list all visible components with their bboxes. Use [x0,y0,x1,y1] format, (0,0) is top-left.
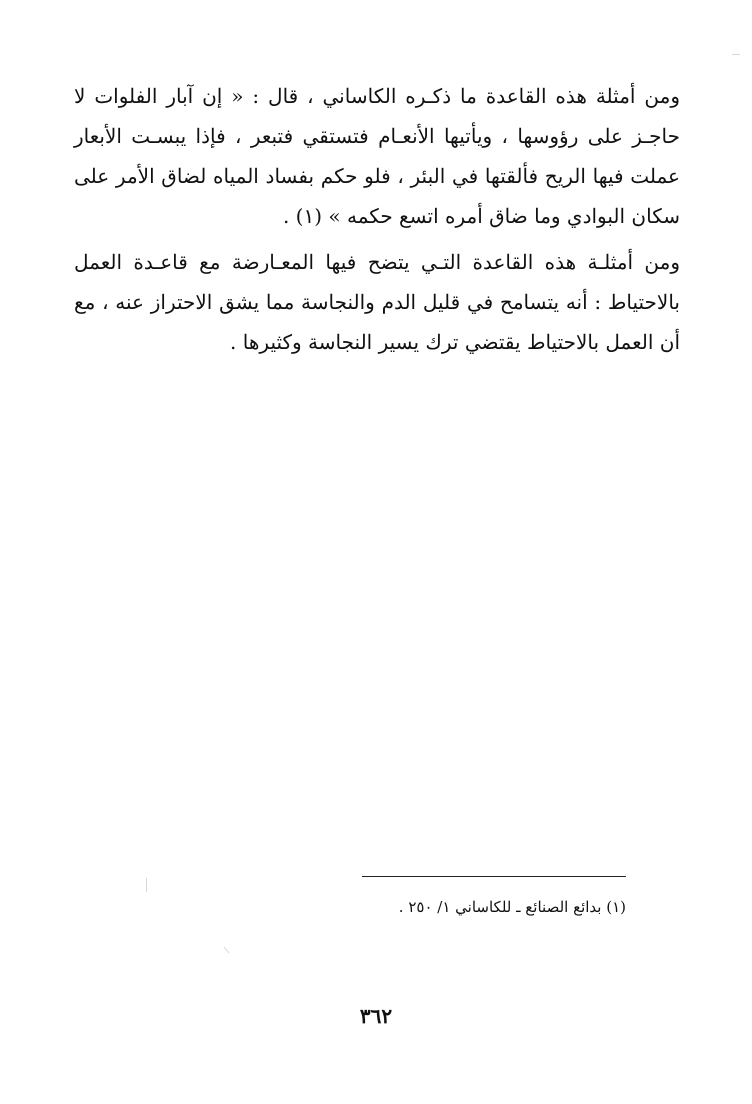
paragraph-2-line-1: ومن أمثلـة هذه القاعدة التـي يتضح فيها المعـارضة مع قاعـدة العمل [74,250,680,274]
page-number: ٣٦٢ [359,1004,393,1028]
footnote-divider [362,876,626,877]
footnote: (١) بدائع الصنائع ـ للكاساني ١/ ٢٥٠ . [398,898,626,916]
paragraph-1-line-3: عملت فيها الريح فألقتها في البئر ، فلو حكم بفساد المياه لضاق الأمر على [74,164,680,188]
paragraph-1 [74,76,680,236]
paragraph-1-line-4: سكان البوادي وما ضاق أمره اتسع حكمه » (١) . [282,204,680,228]
scan-speck [732,54,740,55]
paragraph-1-line-1: ومن أمثلة هذه القاعدة ما ذكـره الكاساني ، قال : « إن آبار الفلوات لا [74,84,680,108]
paragraph-1-line-2: حاجـز على رؤوسها ، ويأتيها الأنعـام فتستقي فتبعر ، فإذا يبسـت الأبعار [74,124,680,148]
scan-speck [146,878,147,892]
paragraph-2 [74,242,680,362]
paragraph-2-line-3: أن العمل بالاحتياط يقتضي ترك يسير النجاسة وكثيرها . [230,330,680,354]
paragraph-2-line-2: بالاحتياط : أنه يتسامح في قليل الدم والنجاسة مما يشق الاحتراز عنه ، مع [74,290,680,314]
scan-speck [224,947,230,954]
